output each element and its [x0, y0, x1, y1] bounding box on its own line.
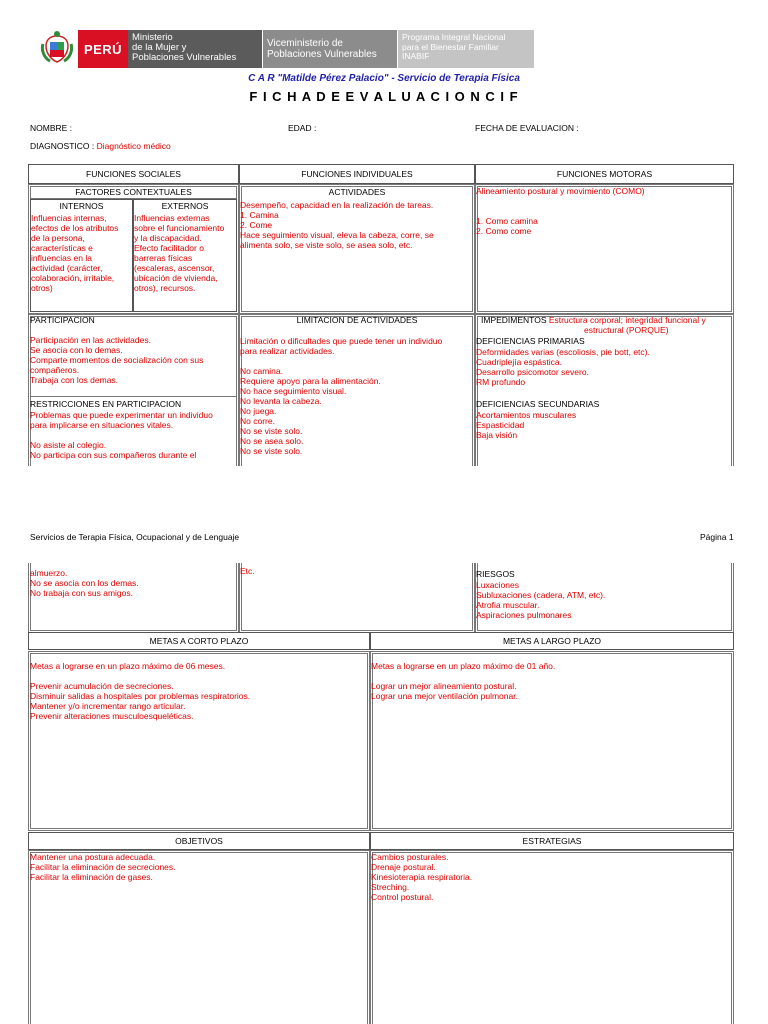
limitacion-line: No corre. — [240, 416, 275, 426]
externos-line: y la discapacidad. — [134, 233, 202, 243]
country-label: PERÚ — [83, 41, 123, 57]
participacion-line: Se asocia con lo demas. — [30, 345, 123, 355]
motoras-text — [476, 186, 731, 236]
externos-line: sobre el funcionamiento — [134, 223, 225, 233]
footer-left: Servicios de Terapia Física, Ocupacional y de Lenguaje — [30, 532, 240, 542]
primarias-line: Deformidades varias (escoliosis, pie bott, etc). — [476, 347, 650, 357]
peru-brand-block — [78, 30, 128, 68]
impedimentos-subtitle: Estructura corporal; integridad funcional y — [548, 315, 706, 325]
actividades-line: alimenta solo, se viste solo, se asea solo, etc. — [240, 240, 413, 250]
limitacion-cont-cell — [239, 563, 475, 633]
limitacion-line: No levanta la cabeza. — [240, 396, 322, 406]
primarias-line: Cuadriplejía espástica. — [476, 357, 562, 367]
participacion-text — [30, 335, 235, 385]
deficiencias-secundarias-text — [476, 410, 731, 440]
divider — [30, 396, 237, 397]
actividades-text — [240, 200, 472, 250]
fecha-label: FECHA DE EVALUACION : — [475, 123, 579, 133]
page-title: F I C H A D E E V A L U A C I O N C I F — [249, 89, 519, 104]
limitacion-line — [240, 356, 472, 366]
internos-line: Influencias internas, — [31, 213, 107, 223]
estrategias-line: Cambios posturales. — [371, 852, 449, 862]
internos-line: características e — [31, 243, 93, 253]
internos-text — [31, 213, 132, 293]
limitacion-line: No camina. — [240, 366, 283, 376]
primarias-line: RM profundo — [476, 377, 526, 387]
restricciones-line — [30, 430, 235, 440]
deficiencias-secundarias-title: DEFICIENCIAS SECUNDARIAS — [476, 399, 600, 409]
secundarias-line: Espasticidad — [476, 420, 525, 430]
limitacion-line: Requiere apoyo para la alimentación. — [240, 376, 381, 386]
estrategias-line: Streching. — [371, 882, 410, 892]
motoras-title: Alineamiento postural y movimiento (COMO) — [476, 186, 645, 196]
metas-corto-line — [30, 671, 366, 681]
header-motoras: FUNCIONES MOTORAS — [475, 164, 734, 184]
participacion-line: Participación en las actividades. — [30, 335, 151, 345]
ministry-line-1: Ministerio — [132, 32, 173, 43]
externos-line: barreras físicas — [134, 253, 193, 263]
internos-line: actividad (carácter, — [31, 263, 103, 273]
limitacion-line: No se asea solo. — [240, 436, 304, 446]
subtitle: C A R "Matilde Pérez Palacio" - Servicio de Terapia Física — [248, 73, 520, 84]
limitacion-title: LIMITACION DE ACTIVIDADES — [296, 315, 418, 325]
restricciones-line: Problemas que puede experimentar un individuo — [30, 410, 213, 420]
objetivos-header: OBJETIVOS — [28, 832, 370, 850]
factores-title: FACTORES CONTEXTUALES — [30, 186, 237, 199]
internos-line: influencias en la — [31, 253, 92, 263]
actividades-line: Hace seguimiento visual, eleva la cabeza, corre, se — [240, 230, 434, 240]
impedimentos-subtitle-2: estructural (PORQUE) — [584, 325, 669, 335]
limitacion-cont-text: Etc. — [240, 566, 255, 576]
metas-corto-line: Metas a lograrse en un plazo máximo de 06 meses. — [30, 661, 226, 671]
estrategias-header: ESTRATEGIAS — [370, 832, 734, 850]
objetivos-text — [30, 852, 366, 882]
riesgos-line: Atrofia muscular. — [476, 600, 540, 610]
estrategias-text — [371, 852, 731, 902]
limitacion-line: No hace seguimiento visual. — [240, 386, 347, 396]
limitacion-text — [240, 336, 472, 456]
estrategias-line: Kinesioterapia respiratoria. — [371, 872, 473, 882]
actividades-line: 2. Come — [240, 220, 273, 230]
header-individuales: FUNCIONES INDIVIDUALES — [239, 164, 475, 184]
impedimentos-title: IMPEDIMENTOS — [481, 315, 547, 325]
externos-line: (escaleras, ascensor, — [134, 263, 215, 273]
limitacion-line: No juega. — [240, 406, 277, 416]
impedimentos-header — [481, 315, 731, 325]
restricciones-title: RESTRICCIONES EN PARTICIPACION — [30, 399, 182, 409]
metas-largo-line — [371, 671, 731, 681]
externos-title: EXTERNOS — [161, 201, 209, 211]
objetivos-line: Facilitar la eliminación de secreciones. — [30, 862, 176, 872]
actividades-line: Desempeño, capacidad en la realización de tareas. — [240, 200, 434, 210]
riesgos-title: RIESGOS — [476, 569, 515, 579]
restricciones-cont-line: almuerzo. — [30, 568, 68, 578]
primarias-line: Desarrollo psicomotor severo. — [476, 367, 589, 377]
ministry-block — [128, 30, 262, 68]
metas-largo-text — [371, 661, 731, 701]
metas-corto-header: METAS A CORTO PLAZO — [28, 632, 370, 650]
participacion-line: Trabaja con los demas. — [30, 375, 119, 385]
diagnostico-value: Diagnóstico médico — [96, 141, 171, 151]
vice-line-2: Poblaciones Vulnerables — [267, 49, 377, 60]
internos-line: colaboración, irritable, — [31, 273, 115, 283]
restricciones-line: No participa con sus compañeros durante el — [30, 450, 197, 460]
participacion-line: compañeros. — [30, 365, 80, 375]
secundarias-line: Acortamientos musculares — [476, 410, 577, 420]
motoras-line: 1. Como camina — [476, 216, 538, 226]
deficiencias-primarias-title: DEFICIENCIAS PRIMARIAS — [476, 336, 585, 346]
metas-corto-line: Prevenir acumulación de secreciones. — [30, 681, 174, 691]
restricciones-cont-line: No se asocia con los demas. — [30, 578, 139, 588]
metas-largo-line: Lograr un mejor alineamiento postural. — [371, 681, 517, 691]
actividades-line: 1. Camina — [240, 210, 279, 220]
secundarias-line: Baja visión — [476, 430, 518, 440]
externos-text — [134, 213, 236, 293]
program-block — [398, 30, 534, 68]
vice-line-1: Viceministerio de — [267, 38, 343, 49]
program-line-2: para el Bienestar Familiar — [402, 41, 499, 52]
header-sociales: FUNCIONES SOCIALES — [28, 164, 239, 184]
participacion-line: Comparte momentos de socialización con sus — [30, 355, 204, 365]
limitacion-line: Limitación o dificultades que puede tener un individuo — [240, 336, 443, 346]
metas-largo-line: Lograr una mejor ventilación pulmonar. — [371, 691, 518, 701]
ministry-line-2: de la Mujer y — [132, 42, 187, 53]
restricciones-line: para implicarse en situaciones vitales. — [30, 420, 174, 430]
objetivos-line: Mantener una postura adecuada. — [30, 852, 156, 862]
limitacion-line: para realizar actividades. — [240, 346, 335, 356]
diagnostico-field — [30, 141, 171, 151]
ministry-line-3: Poblaciones Vulnerables — [132, 52, 237, 63]
nombre-label: NOMBRE : — [30, 123, 73, 133]
metas-corto-line: Prevenir alteraciones musculoesqueléticas. — [30, 711, 194, 721]
objetivos-line: Facilitar la eliminación de gases. — [30, 872, 153, 882]
riesgos-line: Aspiraciones pulmonares — [476, 610, 572, 620]
externos-line: otros), recursos. — [134, 283, 196, 293]
program-line-3: INABIF — [402, 51, 430, 61]
restricciones-cont-text — [30, 568, 235, 598]
program-line-1: Programa Integral Nacional — [402, 32, 506, 42]
edad-label: EDAD : — [288, 123, 317, 133]
limitacion-line: No se viste solo. — [240, 446, 303, 456]
metas-largo-header: METAS A LARGO PLAZO — [370, 632, 734, 650]
internos-line: de la persona, — [31, 233, 85, 243]
restricciones-line: No asiste al colegio. — [30, 440, 107, 450]
motoras-line: 2. Como come — [476, 226, 532, 236]
metas-corto-line: Mantener y/o incrementar rango articular. — [30, 701, 186, 711]
limitacion-line: No se viste solo. — [240, 426, 303, 436]
externos-line: Efecto facilitador o — [134, 243, 204, 253]
restricciones-cont-line: No trabaja con sus amigos. — [30, 588, 133, 598]
deficiencias-primarias-text — [476, 347, 731, 387]
peru-coat-of-arms-icon — [40, 30, 74, 66]
actividades-title: ACTIVIDADES — [328, 187, 386, 197]
diagnostico-label: DIAGNOSTICO : — [30, 141, 95, 151]
participacion-title: PARTICIPACION — [30, 315, 95, 325]
internos-line: efectos de los atributos — [31, 223, 119, 233]
riesgos-line: Subluxaciones (cadera, ATM, etc). — [476, 590, 606, 600]
externos-line: Influencias externas — [134, 213, 210, 223]
viceministry-block — [263, 30, 397, 68]
page-number: Página 1 — [700, 532, 734, 542]
estrategias-line: Drenaje postural. — [371, 862, 436, 872]
estrategias-line: Control postural. — [371, 892, 434, 902]
internos-line: otros) — [31, 283, 53, 293]
riesgos-text — [476, 580, 731, 620]
externos-line: ubicación de vivienda, — [134, 273, 218, 283]
metas-largo-line: Metas a lograrse en un plazo máximo de 01 año. — [371, 661, 556, 671]
metas-corto-text — [30, 661, 366, 721]
internos-title: INTERNOS — [59, 201, 104, 211]
restricciones-text — [30, 410, 235, 460]
riesgos-line: Luxaciones — [476, 580, 520, 590]
metas-corto-line: Disminuir salidas a hospitales por problemas respiratorios. — [30, 691, 251, 701]
